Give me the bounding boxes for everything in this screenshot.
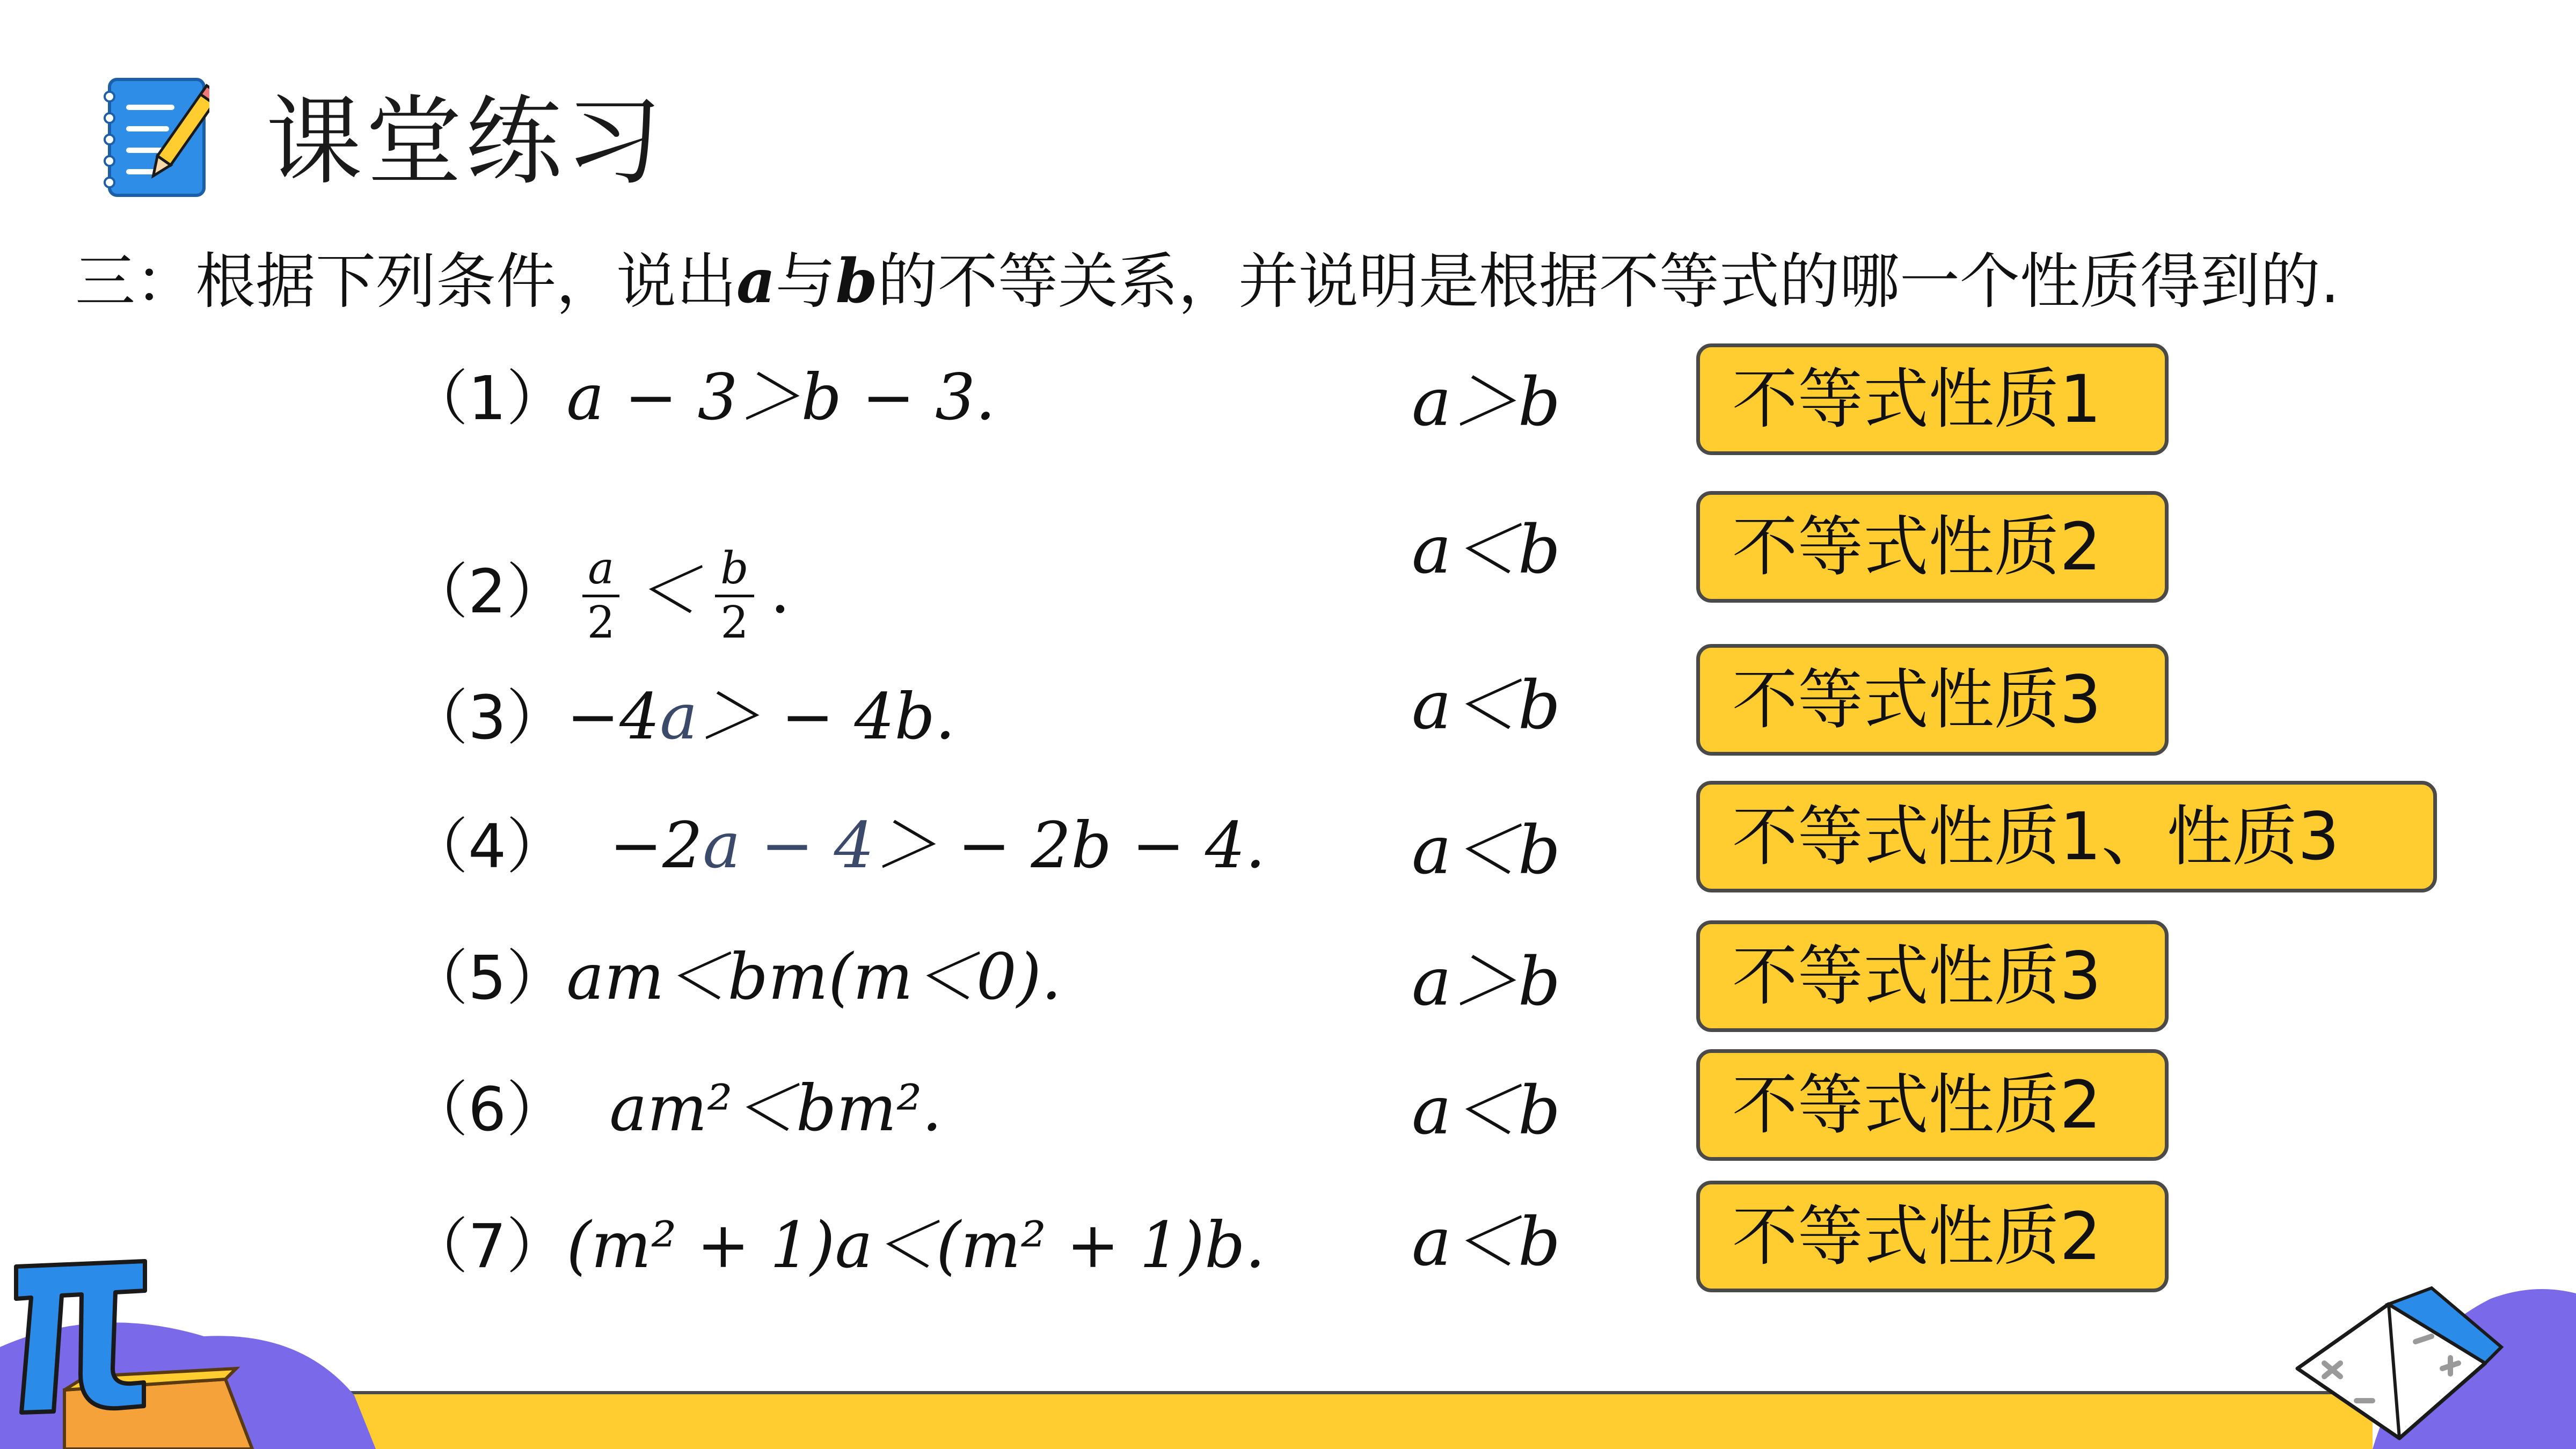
property-badge-5: 不等式性质3 xyxy=(1696,920,2169,1032)
fraction-b-over-2: $\frac{b}{2}$ xyxy=(715,543,754,649)
property-badge-7: 不等式性质2 xyxy=(1696,1181,2169,1292)
exercise-item-2: （2） $\frac{a}{2}$ ＜ $\frac{b}{2}$ . xyxy=(408,543,791,648)
fraction-a-over-2: $\frac{a}{2}$ xyxy=(582,543,619,649)
answer-relation-7: a＜b xyxy=(1412,1204,1561,1281)
answer-relation-5: a＞b xyxy=(1412,943,1561,1021)
answer-relation-6: a＜b xyxy=(1412,1072,1561,1150)
answer-relation-2: a＜b xyxy=(1412,511,1561,589)
exercise-item-1: （1）a − 3＞b − 3. xyxy=(408,360,996,434)
notebook-pencil-icon xyxy=(102,75,209,199)
exercise-item-3: （3）−4a＞ − 4b. xyxy=(408,679,955,753)
page-title: 课堂练习 xyxy=(266,86,666,198)
exercise-instruction: 三：根据下列条件，说出a与b的不等关系，并说明是根据不等式的哪一个性质得到的. xyxy=(75,246,2340,317)
property-badge-1: 不等式性质1 xyxy=(1696,343,2169,455)
exercise-item-4: （4） −2a − 4＞ − 2b − 4. xyxy=(408,808,1266,882)
bottom-decoration xyxy=(0,1256,2576,1449)
exercise-item-6: （6） am²＜bm². xyxy=(408,1071,943,1145)
exercise-item-7: （7）(m² + 1)a＜(m² + 1)b. xyxy=(408,1208,1266,1282)
property-badge-2: 不等式性质2 xyxy=(1696,491,2169,603)
property-badge-3: 不等式性质3 xyxy=(1696,644,2169,756)
property-badge-4: 不等式性质1、性质3 xyxy=(1696,781,2437,892)
answer-relation-4: a＜b xyxy=(1412,812,1561,889)
answer-relation-3: a＜b xyxy=(1412,667,1561,744)
answer-relation-1: a＞b xyxy=(1412,364,1561,441)
property-badge-6: 不等式性质2 xyxy=(1696,1049,2169,1161)
exercise-item-5: （5）am＜bm(m＜0). xyxy=(408,940,1062,1014)
condition-expression: a − 3＞b − 3. xyxy=(566,360,996,434)
